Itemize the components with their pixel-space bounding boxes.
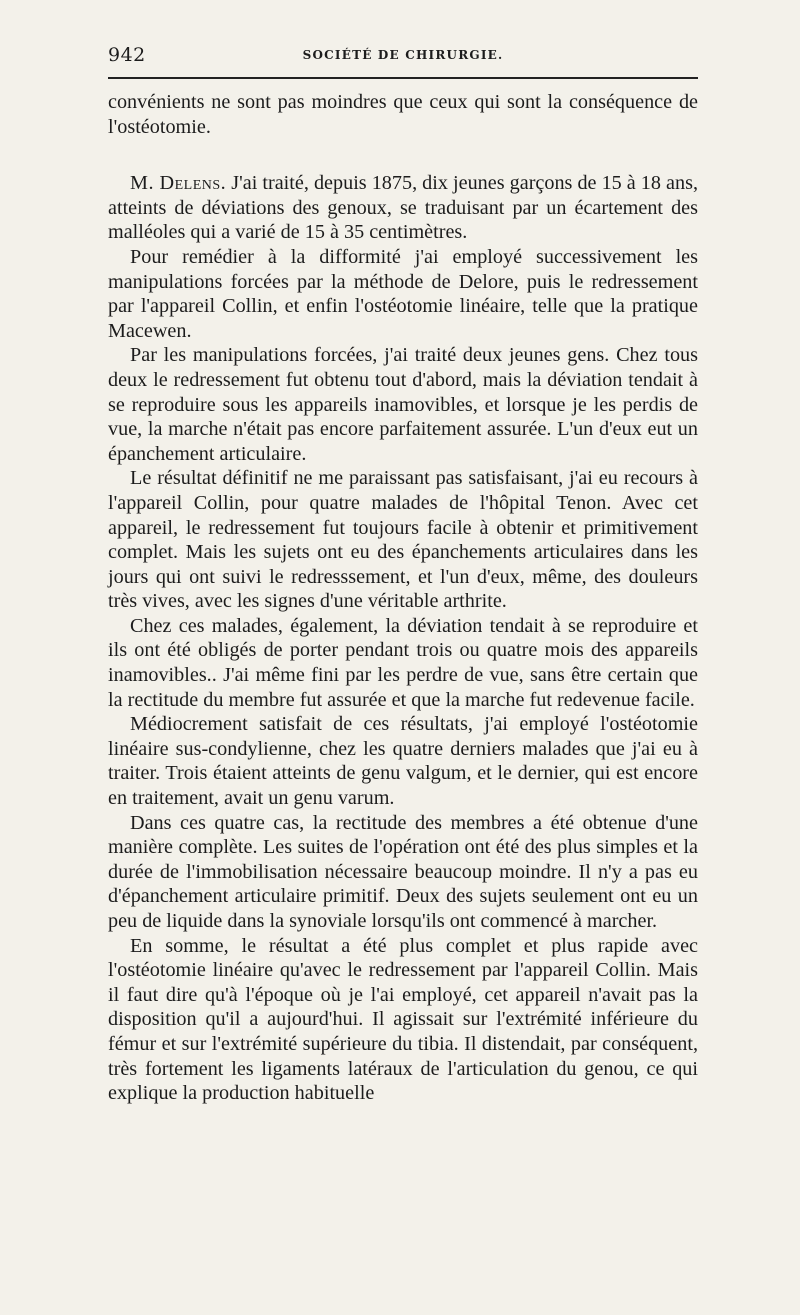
paragraph: Pour remédier à la difformité j'ai employé successivement les manipulations forcées par la méthode de Delore, puis le redressement par l'appareil Collin, et enfin l'ostéotomie linéaire, telle que la pratique Macewen. — [108, 245, 698, 342]
paragraph: Le résultat définitif ne me paraissant pas satisfaisant, j'ai eu recours à l'appareil Collin, pour quatre malades de l'hôpital Tenon. Avec cet appareil, le redressement fut toujours facile à obtenir et primitivement complet. Mais les sujets ont eu des épanchements articulaires dans les jours qui ont suivi le redresssement, et l'un d'eux, même, des douleurs très vives, avec les signes d'une véritable arthrite. — [108, 467, 698, 613]
paragraph: Par les manipulations forcées, j'ai traité deux jeunes gens. Chez tous deux le redressement fut obtenu tout d'abord, mais la déviation tendait à se reproduire sous les appareils inamovibles, et lorsque je les perdis de vue, la marche n'était pas encore parfaitement assurée. L'un d'eux eut un épanchement articulaire. — [108, 344, 698, 465]
page-number: 942 — [108, 44, 146, 66]
paragraph: En somme, le résultat a été plus complet et plus rapide avec l'ostéotomie linéaire qu'avec le redressement par l'appareil Collin. Mais il faut dire qu'à l'époque où je l'ai employé, cet appareil n'avait pas la disposition qu'il a aujourd'hui. Il agissait sur l'extrémité inférieure du fémur et sur l'extrémité supérieure du tibia. Il distendait, par conséquent, très fortement les ligaments latéraux de l'articulation du genou, ce qui explique la production habituelle — [108, 934, 698, 1105]
running-head: SOCIÉTÉ DE CHIRURGIE. — [302, 48, 504, 62]
page-header — [108, 44, 698, 72]
paragraph: Chez ces malades, également, la déviation tendait à se reproduire et ils ont été obligés de porter pendant trois ou quatre mois des appareils inamovibles.. J'ai même fini par les perdre de vue, sans être certain que la rectitude du membre fut assurée et que la marche fut redevenue facile. — [108, 614, 698, 711]
paragraph: Médiocrement satisfait de ces résultats, j'ai employé l'ostéotomie linéaire sus-condylienne, chez les quatre derniers malades que j'ai eu à traiter. Trois étaient atteints de genu valgum, et le dernier, qui est encore en traitement, avait un genu varum. — [108, 713, 698, 810]
paragraph: Dans ces quatre cas, la rectitude des membres a été obtenue d'une manière complète. Les suites de l'opération ont été des plus simples et la durée de l'immobilisation nécessaire beaucoup moindre. Il n'y a pas eu d'épanchement articulaire primitif. Deux des sujets seulement ont eu un peu de liquide dans la synoviale lorsqu'ils ont commencé à marcher. — [108, 811, 698, 932]
paragraph-text: J'ai traité, depuis 1875, dix jeunes garçons de 15 à 18 ans, atteints de déviations des genoux, se traduisant par un écartement des malléoles qui a varié de 15 à 35 centimètres. — [108, 172, 698, 244]
speaker-name: M. Delens. — [130, 172, 227, 195]
body-text — [108, 90, 698, 1106]
header-rule — [108, 77, 698, 79]
paragraph-delens — [108, 171, 698, 245]
paragraph-continuation: convénients ne sont pas moindres que ceux qui sont la conséquence de l'ostéotomie. — [108, 91, 698, 138]
